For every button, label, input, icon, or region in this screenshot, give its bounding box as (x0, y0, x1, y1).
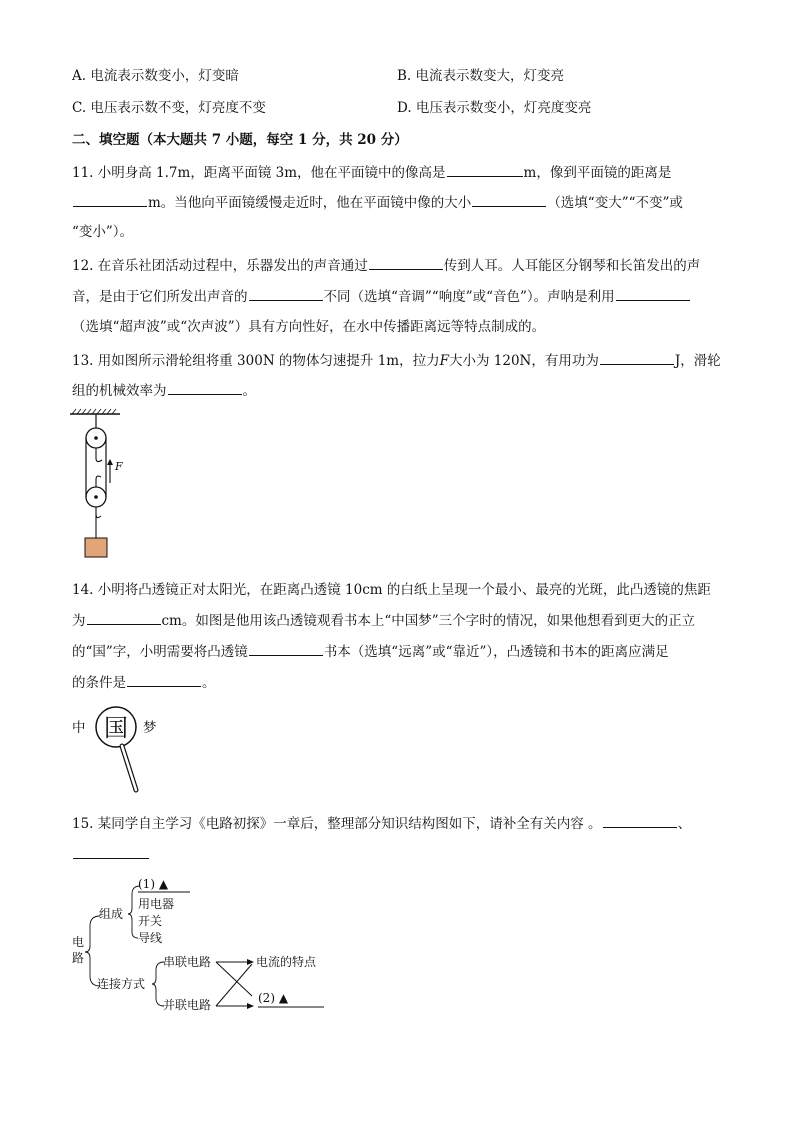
text: 、 (677, 816, 692, 832)
answer-blank[interactable] (369, 255, 443, 270)
arrowhead-2 (247, 1003, 254, 1009)
answer-blank[interactable] (73, 192, 147, 207)
item-switch: 开关 (138, 914, 163, 928)
movable-pulley-axle (94, 495, 98, 499)
text: 的“国”字，小明需要将凸透镜 (72, 644, 248, 660)
text: 不同（选填“音调”“响度”或“音色”）。声呐是利用 (323, 289, 615, 305)
question-11-line-1 (72, 162, 671, 183)
text: 大小为 120N，有用功为 (448, 353, 599, 369)
handle-fill (122, 746, 136, 790)
text: m。当他向平面镜缓慢走近时，他在平面镜中像的大小 (148, 195, 472, 211)
series-circuit: 串联电路 (163, 955, 212, 969)
blank-2-label: (2) ▲ (258, 991, 289, 1005)
text: 的条件是 (72, 675, 126, 691)
text: m，像到平面镜的距离是 (523, 165, 672, 181)
arrowhead-1 (247, 959, 254, 965)
hook-middle (96, 476, 101, 487)
question-11-line-3: “变小”）。 (72, 224, 134, 240)
root-char-1: 电 (72, 935, 85, 949)
text: 12. 在音乐社团活动过程中，乐器发出的声音通过 (72, 258, 368, 274)
answer-blank[interactable] (603, 813, 677, 828)
text: 13. 用如图所示滑轮组将重 300N 的物体匀速提升 1m，拉力 (72, 353, 440, 369)
option-a: A. 电流表示数变小，灯变暗 (72, 68, 239, 84)
answer-blank[interactable] (73, 844, 149, 859)
hook-lower (96, 507, 101, 518)
answer-blank[interactable] (87, 610, 161, 625)
answer-blank[interactable] (127, 672, 201, 687)
parallel-circuit: 并联电路 (163, 998, 212, 1012)
magnifier-figure (66, 700, 176, 796)
answer-blank[interactable] (447, 162, 523, 177)
text: J，滑轮 (674, 353, 721, 369)
option-d: D. 电压表示数变小，灯亮度变亮 (397, 100, 592, 116)
answer-blank[interactable] (616, 286, 690, 301)
circuit-knowledge-diagram (66, 870, 336, 1018)
question-12-line-1 (72, 255, 700, 276)
pulley-figure (66, 408, 136, 562)
arrow-series-to-blank (216, 962, 252, 996)
text: 。 (242, 383, 256, 399)
force-label: F (115, 460, 123, 473)
fixed-pulley-axle (94, 436, 98, 440)
branch-composition: 组成 (99, 907, 124, 921)
blank-1-label: (1) ▲ (138, 877, 169, 891)
question-14-line-4 (72, 672, 216, 693)
hook-upper (96, 448, 102, 462)
answer-blank[interactable] (600, 350, 674, 365)
root-brace (85, 916, 100, 986)
arrow-parallel-to-current (216, 964, 252, 1006)
option-b: B. 电流表示数变大，灯变亮 (397, 68, 565, 84)
text: 为 (72, 613, 86, 629)
char-left: 中 (72, 720, 86, 736)
text: 15. 某同学自主学习《电路初探》一章后，整理部分知识结构图如下，请补全有关内容 。 (72, 816, 602, 832)
branch-connection: 连接方式 (97, 977, 146, 991)
question-12-line-2 (72, 286, 691, 307)
text: 音，是由于它们所发出声音的 (72, 289, 248, 305)
root-char-2: 路 (72, 951, 85, 965)
text: 11. 小明身高 1.7m，距离平面镜 3m，他在平面镜中的像高是 (72, 165, 446, 181)
force-symbol: F (439, 353, 449, 369)
current-feature: 电流的特点 (256, 955, 317, 969)
question-14-line-2 (72, 610, 695, 631)
question-15-line-1 (72, 813, 691, 834)
question-14-line-3 (72, 641, 669, 662)
force-arrowhead (107, 459, 113, 465)
answer-blank[interactable] (472, 192, 546, 207)
text: cm。如图是他用该凸透镜观看书本上“中国梦”三个字时的情况，如果他想看到更大的正立 (161, 613, 696, 629)
question-15-line-2 (72, 844, 150, 865)
question-12-line-3: （选填“超声波”或“次声波”）具有方向性好，在水中传播距离远等特点制成的。 (72, 319, 546, 335)
answer-blank[interactable] (168, 380, 242, 395)
text: 书本（选填“远离”或“靠近”），凸透镜和书本的距离应满足 (323, 644, 669, 660)
option-c: C. 电压表示数不变，灯亮度不变 (72, 100, 266, 116)
text: 。 (202, 675, 216, 691)
answer-blank[interactable] (249, 641, 323, 656)
char-magnified: 国 (104, 714, 128, 742)
load-block (85, 538, 107, 557)
question-13-line-2 (72, 380, 256, 401)
question-13-line-1 (72, 350, 721, 371)
question-11-line-2 (72, 192, 683, 213)
text: （选填“变大”“不变”或 (547, 195, 683, 211)
text: 传到人耳。人耳能区分钢琴和长笛发出的声 (443, 258, 701, 274)
section-title: 二、填空题（本大题共 7 小题，每空 1 分，共 20 分） (72, 132, 408, 148)
char-right: 梦 (143, 720, 157, 736)
answer-blank[interactable] (249, 286, 323, 301)
item-appliance: 用电器 (138, 897, 175, 911)
text: 组的机械效率为 (72, 383, 167, 399)
question-14-line-1: 14. 小明将凸透镜正对太阳光，在距离凸透镜 10cm 的白纸上呈现一个最小、最亮的光斑，此凸透镜的焦距 (72, 582, 711, 598)
item-wire: 导线 (138, 931, 163, 945)
